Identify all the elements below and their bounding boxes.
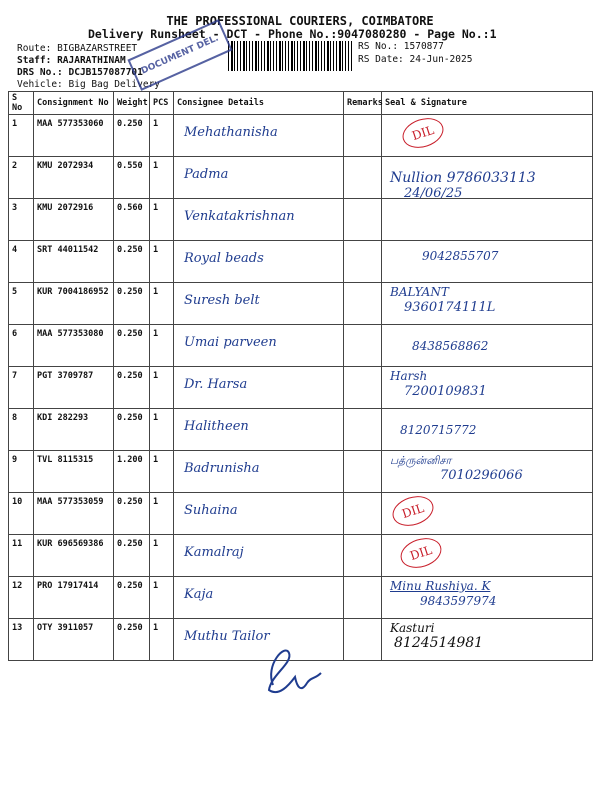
table-header-row: [9, 92, 593, 115]
cell-remarks: [344, 493, 382, 535]
cell-weight: 0.250: [114, 577, 150, 619]
cell-pcs: 1: [150, 241, 174, 283]
cell-signature: [382, 283, 593, 325]
handwritten-signature: 9042855707: [422, 249, 499, 263]
cell-consignment: TVL 8115315: [34, 451, 114, 493]
cell-signature: [382, 325, 593, 367]
handwritten-signature: Kasturi 8124514981: [390, 621, 484, 651]
cell-signature: [382, 199, 593, 241]
cell-consignment: MAA 577353059: [34, 493, 114, 535]
col-weight-header: Weight: [114, 92, 150, 115]
handwritten-signature: Nullion 9786033113 24/06/25: [390, 170, 536, 201]
route-value: BIGBAZARSTREET: [57, 43, 138, 54]
cell-sno: 6: [9, 325, 34, 367]
handwritten-consignee: Halitheen: [184, 419, 249, 434]
vehicle-line: Vehicle: Big Bag Delivery: [17, 79, 161, 90]
handwritten-signature: 8120715772: [400, 423, 477, 437]
drs-value: DCJB157087701: [68, 67, 143, 78]
cell-remarks: [344, 451, 382, 493]
document-delivered-stamp: DOCUMENT DEL.: [127, 19, 232, 91]
cell-consignee: [174, 367, 344, 409]
cell-weight: 0.250: [114, 367, 150, 409]
cell-consignee: [174, 157, 344, 199]
table-row: [9, 451, 593, 493]
cell-remarks: [344, 241, 382, 283]
cell-remarks: [344, 283, 382, 325]
rs-date-value: 24-Jun-2025: [409, 54, 473, 65]
cell-sno: 7: [9, 367, 34, 409]
cell-remarks: [344, 115, 382, 157]
cell-signature: [382, 577, 593, 619]
cell-pcs: 1: [150, 199, 174, 241]
drs-line: DRS No.: DCJB157087701: [17, 67, 143, 78]
vehicle-value: Big Bag Delivery: [68, 79, 161, 90]
cell-remarks: [344, 325, 382, 367]
cell-consignee: [174, 493, 344, 535]
table-row: [9, 535, 593, 577]
handwritten-consignee: Badrunisha: [184, 461, 260, 476]
handwritten-signature: Minu Rushiya. K 9843597974: [390, 579, 497, 608]
cell-pcs: 1: [150, 535, 174, 577]
cell-remarks: [344, 409, 382, 451]
handwritten-consignee: Suresh belt: [184, 293, 260, 308]
col-seal-header: Seal & Signature: [382, 92, 593, 115]
cell-signature: [382, 619, 593, 661]
table-row: [9, 493, 593, 535]
route-line: Route: BIGBAZARSTREET: [17, 43, 138, 54]
cell-sno: 2: [9, 157, 34, 199]
rs-date-line: RS Date: 24-Jun-2025: [358, 54, 473, 65]
cell-signature: [382, 409, 593, 451]
cell-consignment: OTY 3911057: [34, 619, 114, 661]
cell-weight: 0.250: [114, 535, 150, 577]
handwritten-consignee: Kamalraj: [184, 545, 244, 560]
cell-weight: 1.200: [114, 451, 150, 493]
handwritten-consignee: Dr. Harsa: [184, 377, 248, 392]
cell-sno: 4: [9, 241, 34, 283]
runsheet-subtitle: Delivery Runsheet - DCT - Phone No.:9047080280 - Page No.:1: [88, 27, 497, 41]
cell-weight: 0.550: [114, 157, 150, 199]
cell-sno: 9: [9, 451, 34, 493]
handwritten-consignee: Kaja: [184, 587, 214, 602]
col-consignee-header: Consignee Details: [174, 92, 344, 115]
cell-weight: 0.250: [114, 115, 150, 157]
cell-pcs: 1: [150, 577, 174, 619]
cell-weight: 0.250: [114, 493, 150, 535]
cell-remarks: [344, 157, 382, 199]
cell-consignment: PGT 3709787: [34, 367, 114, 409]
table-row: [9, 577, 593, 619]
cell-consignment: KUR 696569386: [34, 535, 114, 577]
table-row: [9, 241, 593, 283]
cell-signature: [382, 157, 593, 199]
staff-line: Staff: RAJARATHINAM: [17, 55, 126, 66]
cell-consignee: [174, 409, 344, 451]
cell-consignee: [174, 283, 344, 325]
dil-stamp: DIL: [397, 533, 446, 573]
cell-consignee: [174, 241, 344, 283]
cell-remarks: [344, 199, 382, 241]
table-row: [9, 325, 593, 367]
cell-signature: [382, 451, 593, 493]
handwritten-consignee: Mehathanisha: [184, 125, 278, 140]
staff-value: RAJARATHINAM: [57, 55, 126, 66]
cell-consignee: [174, 115, 344, 157]
table-row: [9, 115, 593, 157]
col-remarks-header: Remarks: [344, 92, 382, 115]
dil-stamp: DIL: [389, 491, 438, 531]
handwritten-consignee: Royal beads: [184, 251, 264, 266]
cell-consignee: [174, 451, 344, 493]
handwritten-consignee: Padma: [184, 167, 229, 182]
cell-consignment: MAA 577353060: [34, 115, 114, 157]
cell-consignment: PRO 17917414: [34, 577, 114, 619]
cell-weight: 0.250: [114, 619, 150, 661]
cell-sno: 12: [9, 577, 34, 619]
cell-weight: 0.250: [114, 409, 150, 451]
cell-sno: 1: [9, 115, 34, 157]
dil-stamp: DIL: [399, 113, 448, 153]
runsheet-table: [8, 91, 593, 661]
barcode: [228, 41, 352, 71]
cell-signature: [382, 241, 593, 283]
cell-consignee: [174, 535, 344, 577]
rs-no-value: 1570877: [403, 41, 444, 52]
cell-pcs: 1: [150, 283, 174, 325]
cell-pcs: 1: [150, 115, 174, 157]
handwritten-consignee: Muthu Tailor: [184, 629, 270, 644]
cell-consignment: KMU 2072934: [34, 157, 114, 199]
cell-consignment: SRT 44011542: [34, 241, 114, 283]
cell-signature: [382, 367, 593, 409]
cell-pcs: 1: [150, 157, 174, 199]
cell-remarks: [344, 619, 382, 661]
table-row: [9, 283, 593, 325]
cell-pcs: 1: [150, 325, 174, 367]
cell-consignment: KDI 282293: [34, 409, 114, 451]
handwritten-signature: 8438568862: [412, 339, 489, 353]
col-pcs-header: PCS: [150, 92, 174, 115]
handwritten-signature: Harsh 7200109831: [390, 369, 487, 399]
handwritten-consignee: Venkatakrishnan: [184, 209, 295, 224]
cell-consignee: [174, 325, 344, 367]
table-row: [9, 367, 593, 409]
cell-consignment: KMU 2072916: [34, 199, 114, 241]
cell-consignment: KUR 7004186952: [34, 283, 114, 325]
cell-consignee: [174, 199, 344, 241]
cell-consignment: MAA 577353080: [34, 325, 114, 367]
cell-pcs: 1: [150, 493, 174, 535]
company-title: THE PROFESSIONAL COURIERS, COIMBATORE: [166, 14, 434, 28]
cell-pcs: 1: [150, 409, 174, 451]
cell-remarks: [344, 535, 382, 577]
cell-signature: [382, 493, 593, 535]
cell-weight: 0.560: [114, 199, 150, 241]
cell-signature: [382, 535, 593, 577]
cell-weight: 0.250: [114, 283, 150, 325]
cell-pcs: 1: [150, 619, 174, 661]
cell-sno: 11: [9, 535, 34, 577]
col-sno-header: S No: [9, 92, 34, 115]
rs-no-line: RS No.: 1570877: [358, 41, 444, 52]
handwritten-consignee: Umai parveen: [184, 335, 277, 350]
handwritten-consignee: Suhaina: [184, 503, 238, 518]
cell-sno: 3: [9, 199, 34, 241]
cell-remarks: [344, 367, 382, 409]
cell-pcs: 1: [150, 367, 174, 409]
handwritten-signature: BALYANT 9360174111L: [390, 285, 496, 315]
col-consignment-header: Consignment No: [34, 92, 114, 115]
cell-sno: 10: [9, 493, 34, 535]
cell-pcs: 1: [150, 451, 174, 493]
cell-weight: 0.250: [114, 241, 150, 283]
table-row: [9, 409, 593, 451]
cell-sno: 8: [9, 409, 34, 451]
table-row: [9, 199, 593, 241]
supervisor-signature: [255, 635, 335, 705]
cell-sno: 13: [9, 619, 34, 661]
cell-signature: [382, 115, 593, 157]
cell-consignee: [174, 577, 344, 619]
handwritten-signature: பத்ருன்னிசா 7010296066: [390, 454, 523, 483]
cell-weight: 0.250: [114, 325, 150, 367]
cell-sno: 5: [9, 283, 34, 325]
table-row: [9, 157, 593, 199]
cell-remarks: [344, 577, 382, 619]
